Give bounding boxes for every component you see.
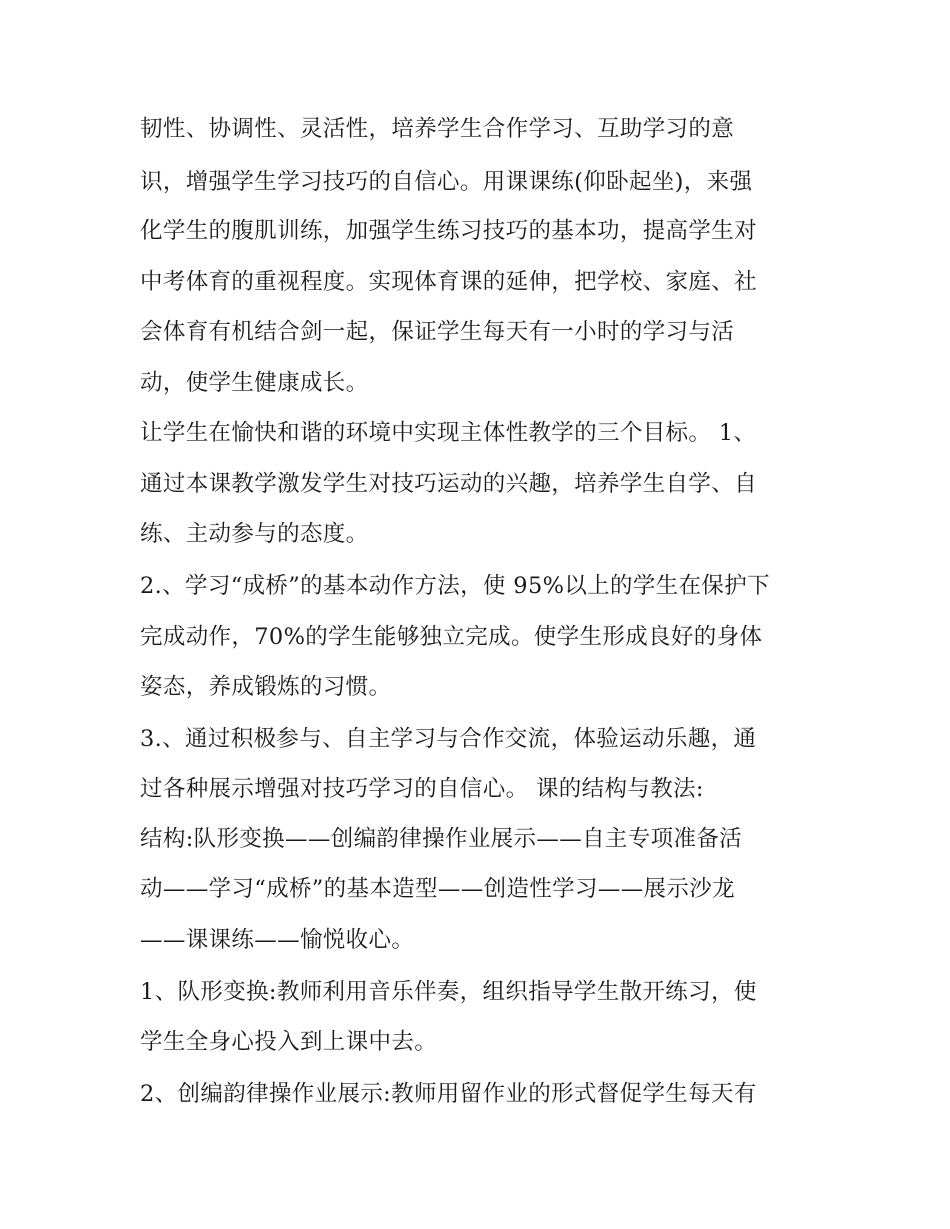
text-line: 1、队形变换:教师利用音乐伴奏，组织指导学生散开练习，使 (140, 979, 757, 1005)
text-line: 动——学习“成桥”的基本造型——创造性学习——展示沙龙 (140, 876, 735, 902)
text-line: 姿态，养成锻炼的习惯。 (140, 674, 392, 700)
text-line: 通过本课教学激发学生对技巧运动的兴趣，培养学生自学、自 (140, 471, 757, 497)
text-line: 中考体育的重视程度。实现体育课的延伸，把学校、家庭、社 (140, 269, 757, 295)
text-line: 2、创编韵律操作业展示:教师用留作业的形式督促学生每天有 (140, 1081, 757, 1107)
text-line: 完成动作，70%的学生能够独立完成。使学生形成良好的身体 (140, 624, 763, 650)
text-line: 结构:队形变换——创编韵律操作业展示——自主专项准备活 (140, 826, 743, 852)
text-line: 学生全身心投入到上课中去。 (140, 1029, 438, 1055)
text-line: ——课课练——愉悦收心。 (140, 927, 415, 953)
text-line: 过各种展示增强对技巧学习的自信心。 课的结构与教法: (140, 776, 704, 802)
text-line: 识，增强学生学习技巧的自信心。用课课练(仰卧起坐)，来强 (140, 169, 753, 195)
text-line: 化学生的腹肌训练，加强学生练习技巧的基本功，提高学生对 (140, 218, 757, 244)
text-line: 2.、学习“成桥”的基本动作方法，使 95%以上的学生在保护下 (140, 573, 770, 599)
text-line: 练、主动参与的态度。 (140, 521, 369, 547)
text-line: 动，使学生健康成长。 (140, 370, 369, 396)
text-line: 让学生在愉快和谐的环境中实现主体性教学的三个目标。 1、 (140, 420, 757, 446)
text-line: 3.、通过积极参与、自主学习与合作交流，体验运动乐趣，通 (140, 726, 757, 752)
text-line: 会体育有机结合剑一起，保证学生每天有一小时的学习与活 (140, 319, 735, 345)
text-line: 韧性、协调性、灵活性，培养学生合作学习、互助学习的意 (140, 116, 735, 142)
